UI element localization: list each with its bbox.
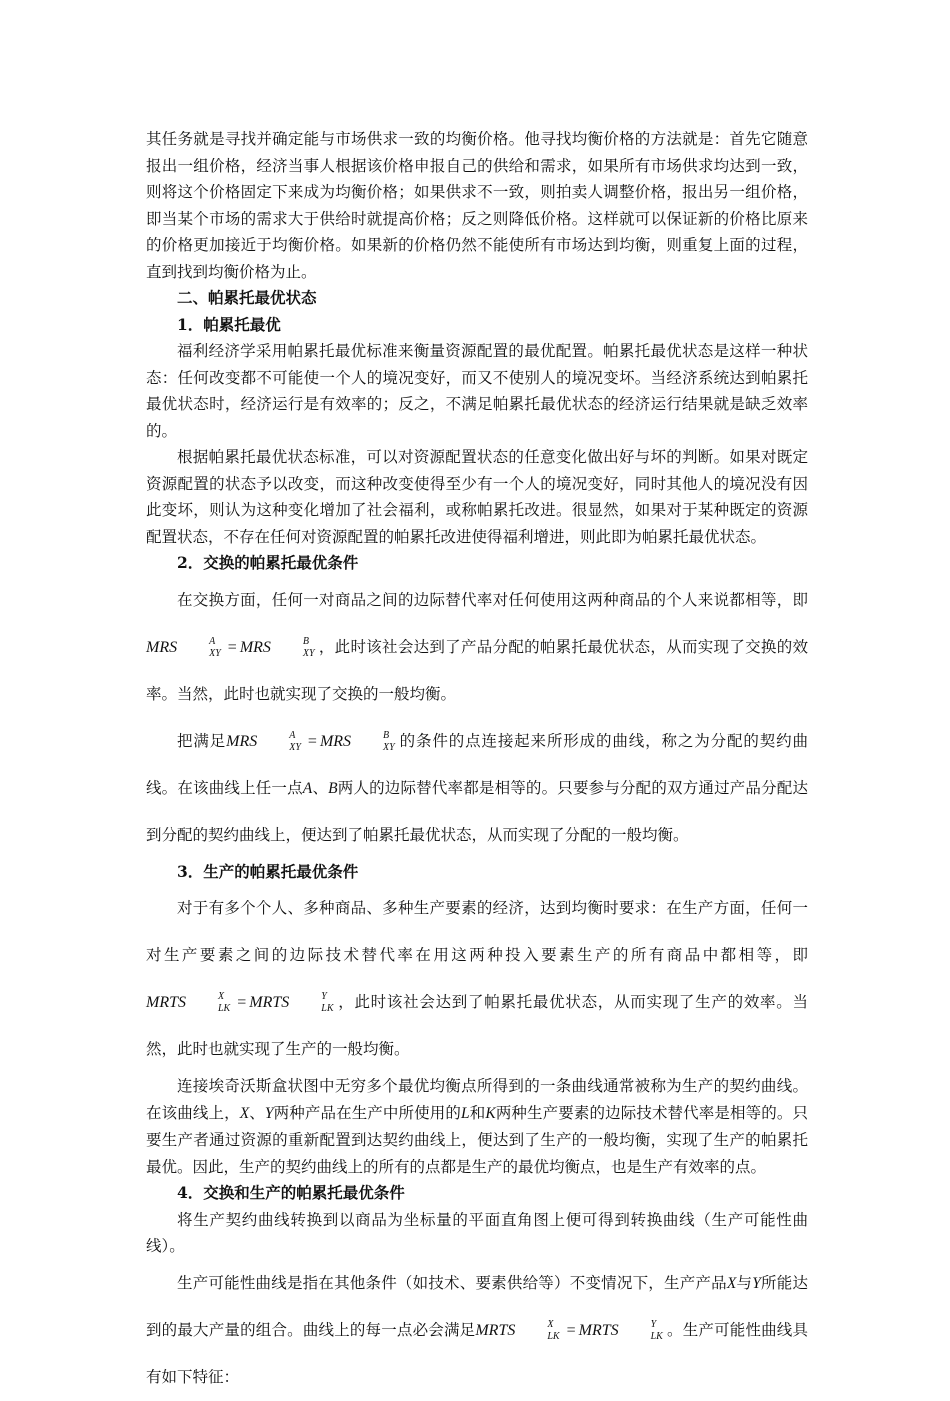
paragraph-transformation-curve: 将生产契约曲线转换到以商品为坐标量的平面直角图上便可得到转换曲线（生产可能性曲线）。 — [146, 1210, 808, 1255]
paragraph-production-condition: 对于有多个个人、多种商品、多种生产要素的经济，达到均衡时要求：在生产方面，任何一对生产要素之间的边际技术替代率在用这两种投入要素生产的所有商品中都相等，即MRTS X LK = MRTS Y LK ，此时该社会达到了帕累托最优状态，从而实现了生产的效率。当然，此时也就实现了生产的一般均衡。 — [146, 899, 808, 1058]
paragraph-exchange-condition: 在交换方面，任何一对商品之间的边际替代率对任何使用这两种商品的个人来说都相等，即MRS A XY = MRS B XY ，此时该社会达到了产品分配的帕累托最优状态，从而实现了交换的效率。当然，此时也就实现了交换的一般均衡。 — [146, 590, 808, 703]
formula-mrs-contract: MRS A XY = MRS B XY — [226, 729, 395, 753]
formula-mrs-exchange: MRS A XY = MRS B XY — [146, 635, 315, 659]
paragraph-pareto-definition: 福利经济学采用帕累托最优标准来衡量资源配置的最优配置。帕累托最优状态是这样一种状态：任何改变都不可能使一个人的境况变好，而又不使别人的境况变坏。当经济系统达到帕累托最优状态时，经济运行是有效率的；反之，不满足帕累托最优状态的经济运行结果就是缺乏效率的。 — [146, 342, 808, 440]
paragraph-ppf: 生产可能性曲线是指在其他条件（如技术、要素供给等）不变情况下，生产产品X与Y所能达到的最大产量的组合。曲线上的每一点必会满足MRTS X LK = MRTS Y LK 。生产可能性曲线具有如下特征： — [146, 1273, 808, 1386]
paragraph-production-contract-curve: 连接埃奇沃斯盒状图中无穷多个最优均衡点所得到的一条曲线通常被称为生产的契约曲线。在该曲线上，X、Y两种产品在生产中所使用的L和K两种生产要素的边际技术替代率是相等的。只要生产者通过资源的重新配置到达契约曲线上，便达到了生产的一般均衡，实现了生产的帕累托最优。因此，生产的契约曲线上的所有的点都是生产的最优均衡点，也是生产有效率的点。 — [146, 1077, 808, 1176]
formula-mrts-production: MRTS X LK = MRTS Y LK — [146, 991, 334, 1015]
subheading-exchange-production-condition: 4．交换和生产的帕累托最优条件 — [177, 1183, 405, 1202]
paragraph-auctioneer: 其任务就是寻找并确定能与市场供求一致的均衡价格。他寻找均衡价格的方法就是：首先它随意报出一组价格，经济当事人根据该价格申报自己的供给和需求，如果所有市场供求均达到一致，则将这个价格固定下来成为均衡价格；如果供求不一致，则拍卖人调整价格，报出另一组价格，即当某个市场的需求大于供给时就提高价格；反之则降低价格。这样就可以保证新的价格比原来的价格更加接近于均衡价格。如果新的价格仍然不能使所有市场达到均衡，则重复上面的过程，直到找到均衡价格为止。 — [146, 130, 808, 281]
formula-mrts-ppf: MRTS X LK = MRTS Y LK — [475, 1318, 663, 1342]
subheading-production-condition: 3．生产的帕累托最优条件 — [177, 861, 359, 881]
paragraph-contract-curve: 把满足MRS A XY = MRS B XY 的条件的点连接起来所形成的曲线，称之为分配的契约曲线。在该曲线上任一点A、B两人的边际替代率都是相等的。只要参与分配的双方通过产品分配达到分配的契约曲线上，便达到了帕累托最优状态，从而实现了分配的一般均衡。 — [146, 729, 808, 844]
section-heading: 二、帕累托最优状态 — [177, 288, 317, 307]
paragraph-pareto-improvement: 根据帕累托最优状态标准，可以对资源配置状态的任意变化做出好与坏的判断。如果对既定资源配置的状态予以改变，而这种改变使得至少有一个人的境况变好，同时其他人的境况没有因此变坏，则认为这种变化增加了社会福利，或称帕累托改进。很显然，如果对于某种既定的资源配置状态，不存在任何对资源配置的帕累托改进使得福利增进，则此即为帕累托最优状态。 — [146, 448, 808, 546]
subheading-exchange-condition: 2．交换的帕累托最优条件 — [177, 553, 359, 572]
subheading-pareto-optimum: 1．帕累托最优 — [177, 314, 281, 334]
document-page — [146, 126, 808, 1401]
